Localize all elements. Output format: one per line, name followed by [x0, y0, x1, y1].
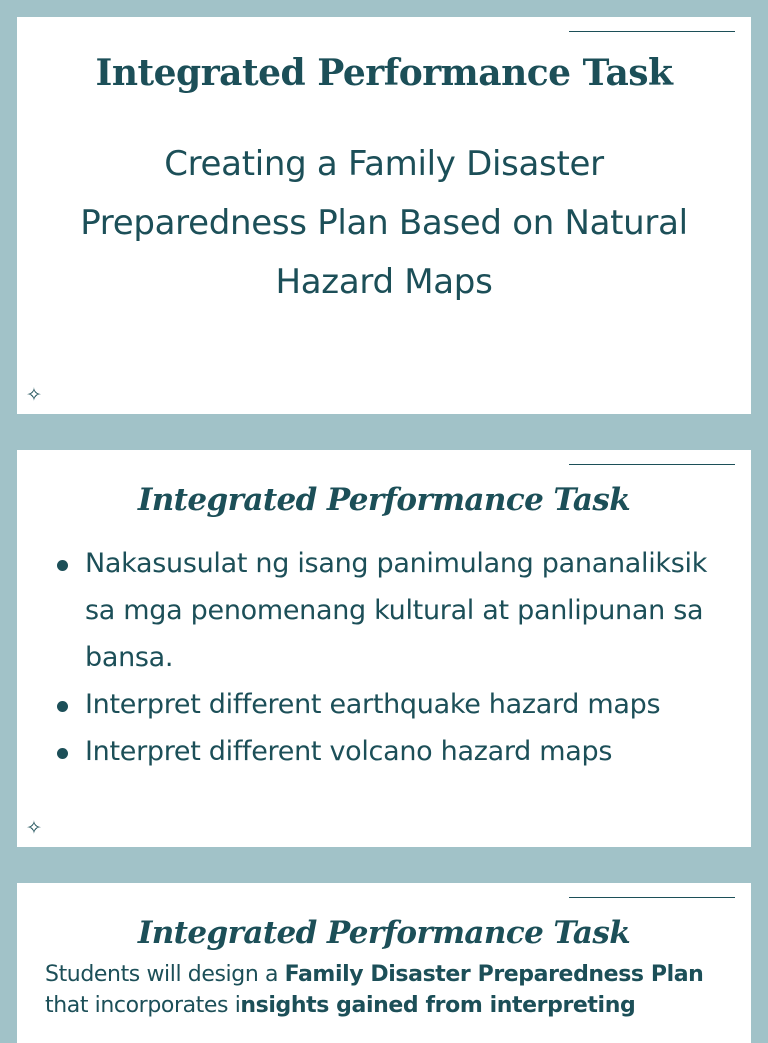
body-text-bold: nsights gained from interpreting	[240, 993, 636, 1018]
decorative-line	[569, 464, 735, 465]
description-paragraph	[45, 959, 735, 1021]
list-item-text: Nakasusulat ng isang panimulang pananaliksik sa mga penomenang kultural at panlipunan sa bansa.	[85, 548, 708, 673]
slide-objectives	[17, 450, 751, 847]
body-text-bold: Family Disaster Preparedness Plan	[284, 962, 704, 987]
body-text-part: that incorporates i	[45, 993, 241, 1018]
list-item	[57, 681, 737, 728]
list-item	[57, 540, 737, 681]
bullet-icon	[57, 560, 68, 571]
slide-description	[17, 883, 751, 1043]
decorative-line	[569, 897, 735, 898]
list-item-text: Interpret different volcano hazard maps	[85, 736, 613, 767]
objectives-list	[57, 540, 737, 775]
slide-description-heading: Integrated Performance Task	[137, 915, 631, 951]
decorative-line	[569, 31, 735, 32]
bullet-icon	[57, 701, 68, 712]
slide-objectives-heading: Integrated Performance Task	[137, 482, 631, 518]
list-item	[57, 728, 737, 775]
slide-subtitle: Creating a Family Disaster Preparedness Plan Based on Natural Hazard Maps	[80, 144, 688, 302]
slide-title-heading: Integrated Performance Task	[95, 52, 673, 94]
bullet-icon	[57, 748, 68, 759]
body-text-part: Students will design a	[45, 962, 285, 987]
slide-title	[17, 17, 751, 414]
sparkle-icon: ✧	[26, 384, 42, 406]
list-item-text: Interpret different earthquake hazard maps	[85, 689, 661, 720]
sparkle-icon: ✧	[26, 817, 42, 839]
